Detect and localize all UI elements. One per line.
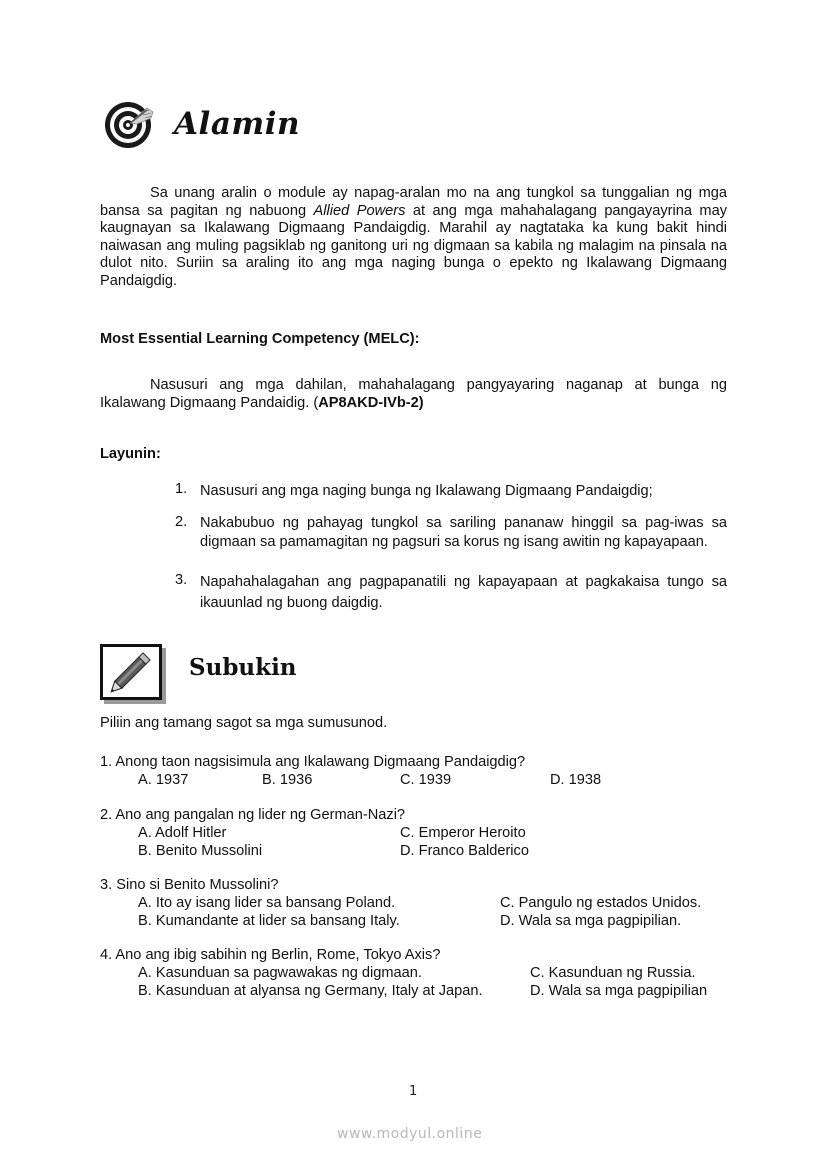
subukin-header — [100, 644, 297, 700]
objective-item — [175, 481, 727, 502]
option-c: C. Emperor Heroito — [400, 825, 526, 841]
option-d: D. Franco Balderico — [400, 843, 529, 859]
watermark: www.modyul.online — [337, 1126, 483, 1142]
pencil-icon — [100, 644, 162, 700]
objective-item — [175, 514, 727, 552]
layunin-heading: Layunin: — [100, 446, 161, 462]
melc-paragraph — [100, 377, 727, 412]
melc-code: AP8AKD-IVb-2) — [318, 394, 424, 411]
quiz-instruction: Piliin ang tamang sagot sa mga sumusunod. — [100, 715, 388, 731]
objective-text: Napahahalagahan ang pagpapanatili ng kapayapaan at pagkakaisa tungo sa ikauunlad ng buong daigdig. — [200, 574, 727, 611]
intro-text-1: Sa unang aralin o module ay napag-aralan mo na ang tungkol sa tunggalian ng mga bansa sa pagitan ng nabuong — [100, 185, 727, 219]
objective-number: 1. — [175, 481, 188, 497]
question-text: 1. Anong taon nagsisimula ang Ikalawang Digmaang Pandaigdig? — [100, 754, 526, 770]
option-b: B. Benito Mussolini — [138, 843, 263, 859]
section-title-subukin: Subukin — [189, 653, 297, 681]
option-b: B. Kasunduan at alyansa ng Germany, Italy at Japan. — [138, 983, 483, 999]
option-a: A. Ito ay isang lider sa bansang Poland. — [138, 895, 396, 911]
intro-paragraph — [100, 185, 727, 291]
target-icon — [103, 98, 155, 150]
question-text: 2. Ano ang pangalan ng lider ng German-Nazi? — [100, 807, 406, 823]
intro-text-2: at ang mga mahahalagang pangayayrina may kaugnayan sa Ikalawang Digmaang Pandaigdig. Marahil ay nagtataka ka kung bakit hindi naiwasan ang muling pagsiklab ng ganitong uri ng digmaan sa kabila ng malagim na pinsala na dulot nito. Suriin sa araling ito ang mga naging bunga o epekto ng Ikalawang Digmaang Pandaigdig. — [100, 202, 728, 289]
option-c: C. Kasunduan ng Russia. — [530, 965, 696, 981]
option-a: A. Adolf Hitler — [138, 825, 227, 841]
intro-italic-term: Allied Powers — [313, 202, 406, 219]
objective-text: Nakabubuo ng pahayag tungkol sa sariling pananaw hinggil sa pag-iwas sa digmaan sa pamamagitan ng pagsuri sa korus ng isang awitin ng kapayapaan. — [200, 515, 727, 550]
option-c: C. Pangulo ng estados Unidos. — [500, 895, 702, 911]
melc-text: Nasusuri ang mga dahilan, mahahalagang pangyayaring naganap at bunga ng Ikalawang Digmaang Pandaidig. ( — [100, 377, 727, 411]
objective-text: Nasusuri ang mga naging bunga ng Ikalawang Digmaang Pandaigdig; — [200, 483, 653, 499]
question-text: 3. Sino si Benito Mussolini? — [100, 877, 279, 893]
objective-number: 3. — [175, 572, 188, 588]
objective-item — [175, 572, 727, 614]
option-b: B. Kumandante at lider sa bansang Italy. — [138, 913, 400, 929]
melc-heading: Most Essential Learning Competency (MELC): — [100, 331, 420, 347]
option-d: D. Wala sa mga pagpipilian — [530, 983, 708, 999]
page-number: 1 — [409, 1084, 418, 1099]
question-text: 4. Ano ang ibig sabihin ng Berlin, Rome, Tokyo Axis? — [100, 947, 441, 963]
alamin-header — [103, 98, 300, 150]
section-title-alamin: Alamin — [174, 106, 301, 142]
option-a: A. Kasunduan sa pagwawakas ng digmaan. — [138, 965, 422, 981]
option-b: B. 1936 — [262, 772, 313, 788]
option-c: C. 1939 — [400, 772, 452, 788]
option-d: D. Wala sa mga pagpipilian. — [500, 913, 682, 929]
option-d: D. 1938 — [550, 772, 602, 788]
objective-number: 2. — [175, 514, 188, 530]
option-a: A. 1937 — [138, 772, 189, 788]
